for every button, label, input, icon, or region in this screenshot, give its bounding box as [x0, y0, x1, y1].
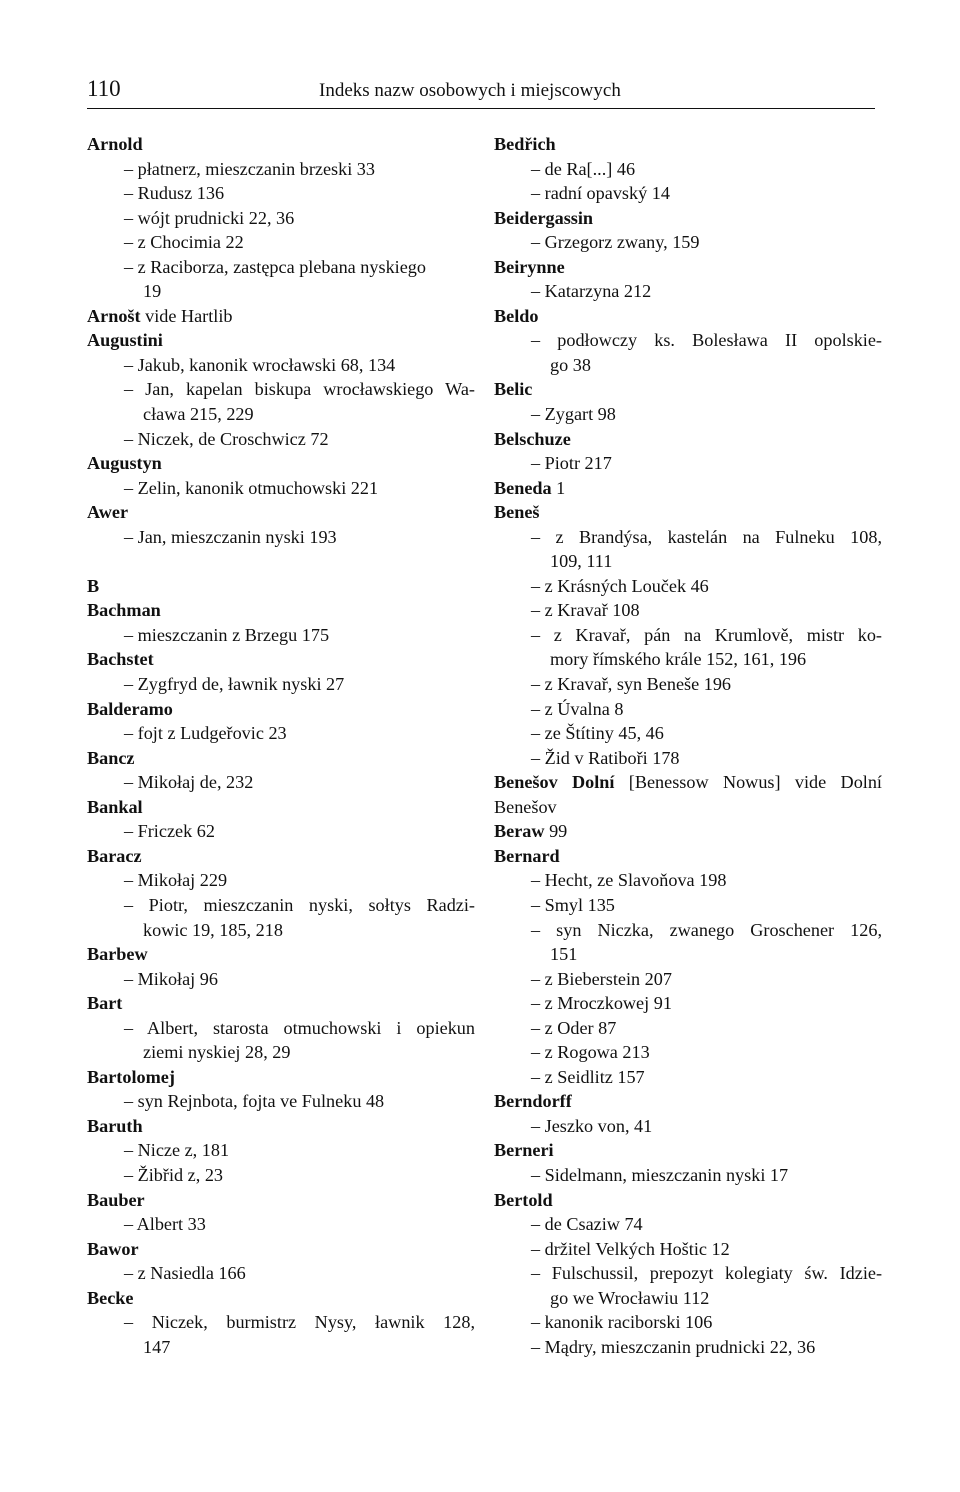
index-continuation: 109, 111 — [550, 551, 613, 572]
heading-name: Beraw — [494, 821, 545, 842]
heading-name: Beidergassin — [494, 207, 594, 228]
heading-name: Belic — [494, 379, 533, 400]
index-continuation: 147 — [143, 1336, 171, 1357]
index-subentry: – Katarzyna 212 — [531, 281, 652, 302]
index-subentry: – držitel Velkých Hoštic 12 — [531, 1238, 730, 1259]
heading-name: Belschuze — [494, 428, 571, 449]
index-heading — [87, 1188, 475, 1213]
index-heading — [494, 819, 882, 844]
heading-rest: vide Hartlib — [140, 305, 233, 326]
heading-name: Baruth — [87, 1115, 143, 1136]
index-subentry: – z Úvalna 8 — [531, 698, 624, 719]
index-heading — [494, 255, 882, 280]
index-subentry: – syn Rejnbota, fojta ve Fulneku 48 — [124, 1091, 385, 1112]
heading-name: Beldo — [494, 305, 539, 326]
index-heading — [87, 1065, 475, 1090]
index-subentry: – Jan, kapelan biskupa wrocławskiego Wa- — [124, 379, 475, 400]
index-subentry: – Mikołaj de, 232 — [124, 772, 254, 793]
index-subentry: – Albert, starosta otmuchowski i opiekun — [124, 1017, 475, 1038]
index-subentry: – de Ra[...] 46 — [531, 158, 636, 179]
index-continuation: ziemi nyskiej 28, 29 — [143, 1042, 291, 1063]
index-column-left — [87, 132, 475, 1359]
index-heading — [87, 500, 475, 525]
heading-name: Arnold — [87, 134, 143, 154]
index-heading — [87, 328, 475, 353]
index-subentry: – z Kravař, pán na Krumlově, mistr ko- — [531, 624, 882, 645]
index-heading — [87, 795, 475, 820]
index-heading — [494, 1089, 882, 1114]
header-rule — [87, 108, 875, 109]
index-subentry: – Niczek, de Croschwicz 72 — [124, 428, 329, 449]
index-heading — [494, 304, 882, 329]
index-heading — [87, 1114, 475, 1139]
index-subentry: – Mądry, mieszczanin prudnicki 22, 36 — [531, 1336, 816, 1357]
index-heading — [494, 427, 882, 452]
index-subentry: – Nicze z, 181 — [124, 1140, 230, 1161]
index-continuation: 19 — [143, 281, 162, 302]
index-subentry: – Piotr 217 — [531, 453, 612, 474]
heading-name: Awer — [87, 502, 129, 523]
index-heading — [494, 770, 882, 795]
index-continuation: go 38 — [550, 354, 591, 375]
index-heading — [494, 132, 882, 157]
index-subentry: – Friczek 62 — [124, 821, 215, 842]
index-subentry: – Hecht, ze Slavoňova 198 — [531, 870, 727, 891]
index-subentry: – wójt prudnicki 22, 36 — [124, 207, 295, 228]
index-continuation: mory římského krále 152, 161, 196 — [550, 649, 807, 670]
heading-name: Bancz — [87, 747, 135, 768]
page-number: 110 — [87, 76, 121, 101]
index-subentry: – z Rogowa 213 — [531, 1042, 650, 1063]
index-subentry: – ze Štítiny 45, 46 — [531, 723, 664, 744]
heading-rest: 99 — [544, 821, 568, 842]
heading-name: Berneri — [494, 1140, 554, 1161]
index-subentry: – z Kravař 108 — [531, 600, 640, 621]
index-subentry: – z Nasiedla 166 — [124, 1263, 246, 1284]
index-heading — [87, 844, 475, 869]
heading-name: Becke — [87, 1287, 134, 1308]
index-heading — [87, 991, 475, 1016]
index-heading — [494, 500, 882, 525]
index-heading — [87, 697, 475, 722]
index-column-right — [494, 132, 882, 1359]
index-continuation: Benešov — [494, 796, 557, 817]
index-subentry: – z Kravař, syn Beneše 196 — [531, 674, 732, 695]
index-heading — [87, 1286, 475, 1311]
index-subentry: – Jeszko von, 41 — [531, 1115, 653, 1136]
heading-name: Bedřich — [494, 134, 556, 154]
heading-name: Barbew — [87, 944, 148, 965]
index-subentry: – płatnerz, mieszczanin brzeski 33 — [124, 158, 375, 179]
index-subentry: – Fulschussil, prepozyt kolegiaty św. Idzie- — [531, 1263, 882, 1284]
index-subentry: – Albert 33 — [124, 1214, 206, 1235]
index-subentry: – z Bieberstein 207 — [531, 968, 672, 989]
index-heading — [87, 304, 475, 329]
heading-name: Baracz — [87, 845, 142, 866]
index-continuation: kowic 19, 185, 218 — [143, 919, 283, 940]
heading-name: Bertold — [494, 1189, 553, 1210]
index-heading — [494, 377, 882, 402]
index-subentry: – Jan, mieszczanin nyski 193 — [124, 526, 337, 547]
index-subentry: – z Brandýsa, kastelán na Fulneku 108, — [531, 526, 882, 547]
index-heading — [87, 942, 475, 967]
heading-name: Bauber — [87, 1189, 145, 1210]
index-subentry: – z Oder 87 — [531, 1017, 617, 1038]
index-heading — [87, 647, 475, 672]
heading-name: Bachman — [87, 600, 161, 621]
index-subentry: – mieszczanin z Brzegu 175 — [124, 624, 330, 645]
index-subentry: – Zygfryd de, ławnik nyski 27 — [124, 674, 345, 695]
index-subentry: – z Raciborza, zastępca plebana nyskiego — [124, 256, 426, 277]
heading-name: Augustyn — [87, 453, 162, 474]
heading-name: Bartolomej — [87, 1066, 175, 1087]
heading-rest: 1 — [551, 477, 566, 498]
index-subentry: – Grzegorz zwany, 159 — [531, 232, 700, 253]
index-subentry: – z Seidlitz 157 — [531, 1066, 645, 1087]
index-heading — [494, 844, 882, 869]
index-subentry: – z Krásných Louček 46 — [531, 575, 709, 596]
blank-line — [87, 549, 475, 574]
page-header — [87, 76, 875, 108]
index-subentry: – Niczek, burmistrz Nysy, ławnik 128, — [124, 1312, 475, 1333]
index-heading — [87, 1237, 475, 1262]
index-subentry: – Jakub, kanonik wrocławski 68, 134 — [124, 354, 396, 375]
heading-name: B — [87, 575, 100, 596]
index-heading — [494, 1138, 882, 1163]
index-subentry: – Zelin, kanonik otmuchowski 221 — [124, 477, 379, 498]
index-subentry: – Mikołaj 229 — [124, 870, 228, 891]
heading-name: Berndorff — [494, 1091, 572, 1112]
index-subentry: – z Mroczkowej 91 — [531, 993, 672, 1014]
index-subentry: – Sidelmann, mieszczanin nyski 17 — [531, 1164, 789, 1185]
index-subentry: – Zygart 98 — [531, 404, 616, 425]
index-heading — [87, 746, 475, 771]
heading-rest: [Benessow Nowus] vide Dolní — [614, 772, 882, 793]
index-subentry: – Žibřid z, 23 — [124, 1164, 224, 1185]
index-continuation: 151 — [550, 944, 578, 965]
running-title: Indeks nazw osobowych i miejscowych — [319, 80, 621, 101]
index-heading — [494, 476, 882, 501]
index-subentry: – Smyl 135 — [531, 894, 615, 915]
index-subentry: – syn Niczka, zwanego Groschener 126, — [531, 919, 882, 940]
index-heading — [87, 132, 475, 157]
index-subentry: – fojt z Ludgeřovic 23 — [124, 723, 287, 744]
heading-name: Beneda — [494, 477, 552, 498]
heading-name: Beirynne — [494, 256, 565, 277]
heading-name: Arnošt — [87, 305, 141, 326]
heading-name: Augustini — [87, 330, 163, 351]
index-heading — [494, 1188, 882, 1213]
heading-name: Bankal — [87, 796, 143, 817]
index-subentry: – radní opavský 14 — [531, 183, 670, 204]
index-subentry: – Mikołaj 96 — [124, 968, 218, 989]
heading-name: Bernard — [494, 845, 560, 866]
index-subentry: – de Csaziw 74 — [531, 1214, 643, 1235]
heading-name: Bart — [87, 993, 123, 1014]
index-subentry: – kanonik raciborski 106 — [531, 1312, 713, 1333]
index-heading — [87, 598, 475, 623]
heading-name: Balderamo — [87, 698, 173, 719]
index-continuation: go we Wrocławiu 112 — [550, 1287, 710, 1308]
index-subentry: – Piotr, mieszczanin nyski, sołtys Radzi- — [124, 894, 475, 915]
heading-name: Beneš — [494, 502, 540, 523]
index-subentry: – z Chocimia 22 — [124, 232, 244, 253]
heading-name: Benešov Dolní — [494, 772, 615, 793]
index-continuation: cława 215, 229 — [143, 404, 254, 425]
heading-name: Bachstet — [87, 649, 154, 670]
index-subentry: – Žid v Ratiboři 178 — [531, 747, 680, 768]
index-heading — [87, 574, 475, 599]
heading-name: Bawor — [87, 1238, 139, 1259]
index-subentry: – Rudusz 136 — [124, 183, 225, 204]
index-heading — [494, 206, 882, 231]
index-heading — [87, 451, 475, 476]
index-subentry: – podłowczy ks. Bolesława II opolskie- — [531, 330, 882, 351]
